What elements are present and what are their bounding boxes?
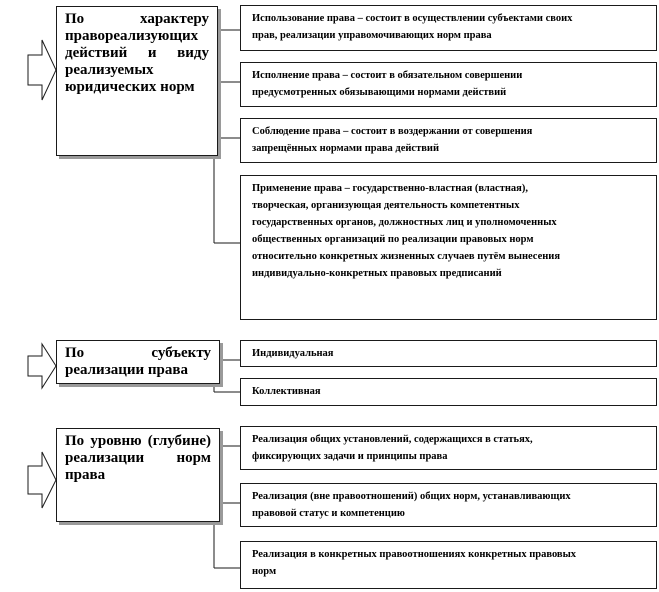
category-label: По уровню (глубине) реализации норм права <box>65 433 211 483</box>
item-box-collective <box>240 378 657 406</box>
item-box-specific-norms <box>240 541 657 589</box>
arrow-right-icon <box>28 344 56 388</box>
item-box-compliance-with-right <box>240 118 657 163</box>
item-box-application-of-right <box>240 175 657 320</box>
item-label: Использование права – состоит в осуществлении субъектами своих прав, реализации управомочивающих норм права <box>252 13 573 41</box>
category-box-by-character <box>56 6 218 156</box>
item-label: Реализация общих установлений, содержащихся в статьях, фиксирующих задачи и принципы права <box>252 434 533 462</box>
item-box-individual <box>240 340 657 367</box>
category-box-by-level <box>56 428 220 522</box>
arrow-right-icon <box>28 452 56 508</box>
item-box-execution-of-right <box>240 62 657 107</box>
category-label: По характеру правореализующих действий и виду реализуемых юридических норм <box>65 11 209 95</box>
arrow-right-icon <box>28 40 56 100</box>
item-label: Применение права – государственно-властная (властная), творческая, организующая деятельность компетентных государственных органов, должностных лиц и уполномоченных общественных организаций по реализации правовых норм относительно конкретных жизненных случаев путём вынесения индивидуально-конкретных правовых предписаний <box>252 183 561 279</box>
item-label: Коллективная <box>252 386 321 397</box>
item-box-general-norms <box>240 483 657 527</box>
item-label: Индивидуальная <box>252 348 334 359</box>
item-label: Исполнение права – состоит в обязательном совершении предусмотренных обязывающими нормами действий <box>252 70 523 98</box>
category-box-by-subject <box>56 340 220 384</box>
category-label: По субъекту реализации права <box>65 345 211 378</box>
item-box-use-of-right <box>240 5 657 51</box>
item-label: Реализация (вне правоотношений) общих норм, устанавливающих правовой статус и компетенцию <box>252 491 571 519</box>
item-box-general-provisions <box>240 426 657 470</box>
item-label: Соблюдение права – состоит в воздержании от совершения запрещённых нормами права действий <box>252 126 533 154</box>
item-label: Реализация в конкретных правоотношениях конкретных правовых норм <box>252 549 577 577</box>
